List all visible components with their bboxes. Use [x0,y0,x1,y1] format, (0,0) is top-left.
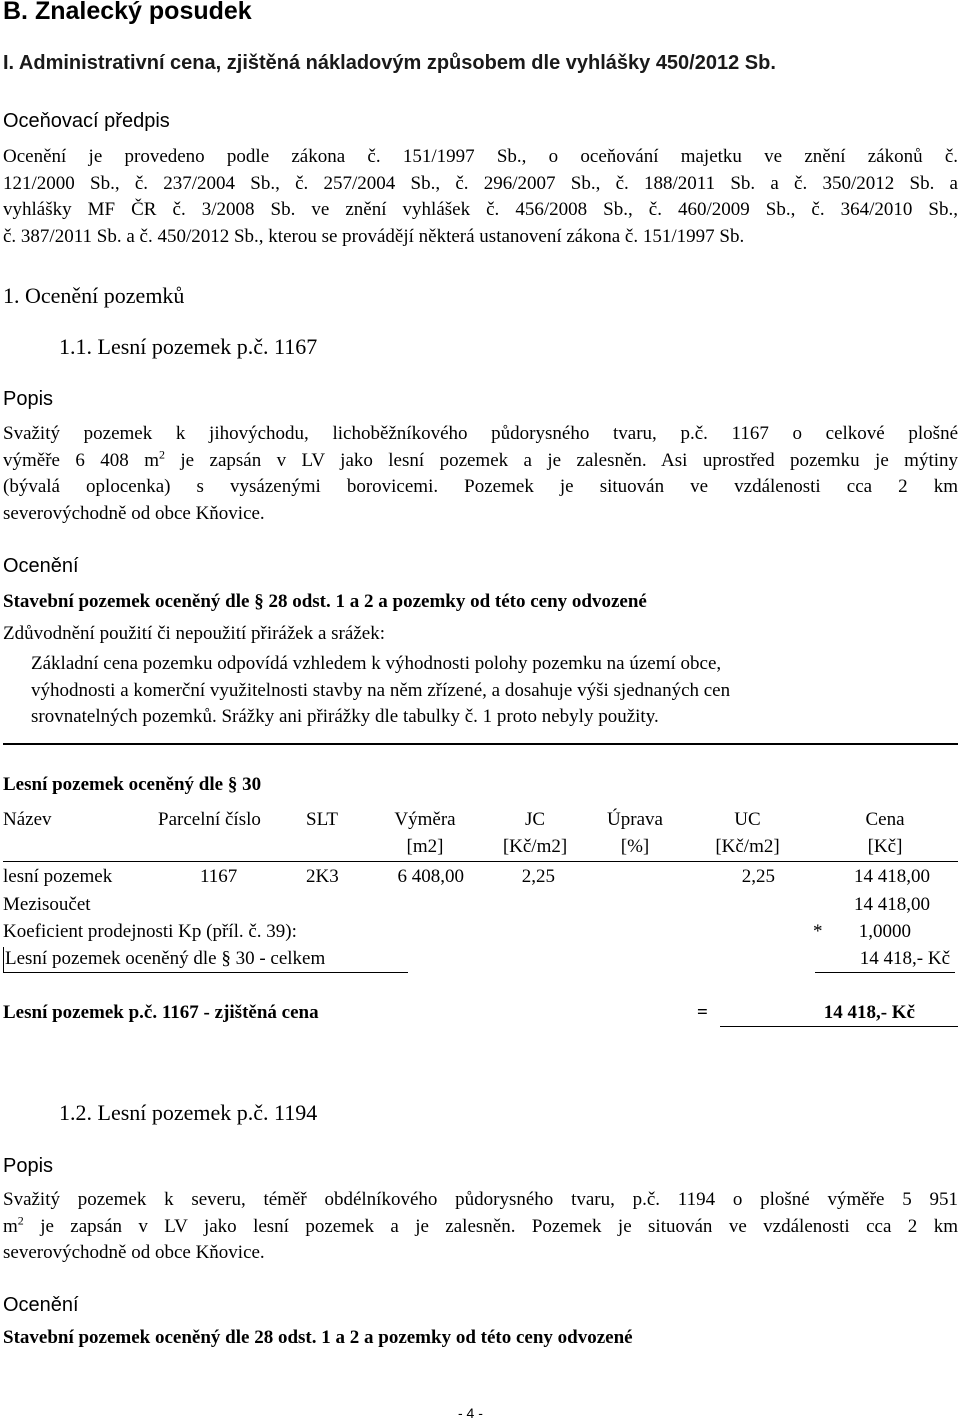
divider [3,743,958,745]
koeficient-operator: * [813,921,823,942]
col-header-jc-unit: [Kč/m2] [502,836,568,857]
celkem-rule-right [815,972,955,973]
cell-parcelni: 1167 [200,866,238,887]
col-header-uc: UC [734,809,761,830]
section-symbol-icon: § [254,591,264,612]
zjistena-cena-rule [720,1026,958,1027]
lot1-popis-line: výměře 6 408 $m^2$ je zapsán v LV jako lesní pozemek a je zalesněn. Asi uprostřed pozemku je mýtiny [3,447,958,471]
predpis-line: Ocenění je provedeno podle zákona č. 151/1997 Sb., o oceňování majetku ve znění zákonů č. [3,146,958,167]
lot2-popis-line: $m^2$ je zapsán v LV jako lesní pozemek a je zalesněn. Pozemek je situován ve vzdálenosti cca 2 km [3,1213,958,1237]
koeficient-value: 1,0000 [858,921,911,942]
col-header-cena: Cena [865,809,905,830]
lot2-stavebni-line: Stavební pozemek oceněný dle 28 odst. 1 a 2 a pozemky od této ceny odvozené [3,1327,633,1348]
lot2-popis-line: Svažitý pozemek k severu, téměř obdélníkového půdorysného tvaru, p.č. 1194 o plošné výměře 5 951 [3,1189,958,1210]
mezisoucet-value: 14 418,00 [854,894,930,915]
cell-uc: 2,25 [741,866,775,887]
lot1-popis-label: Popis [3,388,54,410]
predpis-line: 121/2000 Sb., č. 237/2004 Sb., č. 257/2004 Sb., č. 296/2007 Sb., č. 188/2011 Sb. a č. 350/2012 Sb. a [3,172,958,194]
cell-vymera: 6 408,00 [397,866,464,887]
predpis-line: vyhlášky MF ČR č. 3/2008 Sb. ve znění vyhlášek č. 456/2008 Sb., č. 460/2009 Sb., č. 364/2010 Sb., [3,199,958,220]
lot2-popis-label: Popis [3,1155,54,1177]
lot1-popis-line: (bývalá oplocenka) s vysázenými borovicemi. Pozemek je situován ve vzdálenosti cca 2 km [3,476,958,497]
col-header-vymera-unit: [m2] [406,836,444,857]
celkem-label: Lesní pozemek oceněný dle § 30 - celkem [5,948,326,969]
document-title: B. Znalecký posudek [3,0,252,25]
celkem-left-bar [3,947,4,972]
koeficient-label: Koeficient prodejnosti Kp (příl. č. 39): [3,921,297,942]
zduvodneni-label: Zdůvodnění použití či nepoužití přirážek a srážek: [3,623,385,644]
zduvodneni-paragraph [31,651,891,731]
lot1-oceneni-label: Ocenění [3,555,79,577]
col-header-jc: JC [524,809,546,830]
lesni-table-heading: Lesní pozemek oceněný dle § 30 [3,774,262,795]
zjistena-cena-equals: = [697,1002,708,1023]
page-number: - 4 - [458,1405,483,1421]
zduvodneni-line: Základní cena pozemku odpovídá vzhledem k výhodnosti polohy pozemku na území obce, [31,653,722,674]
cell-cena: 14 418,00 [854,866,930,887]
predpis-paragraph [3,144,958,250]
lot2-popis-paragraph [3,1187,958,1267]
zjistena-cena-value: 14 418,- Kč [823,1002,915,1023]
predpis-line: č. 387/2011 Sb. a č. 450/2012 Sb., kterou se provádějí některá ustanovení zákona č. 151/1997 Sb. [3,225,745,247]
zduvodneni-line: srovnatelných pozemků. Srážky ani přirážky dle tabulky č. 1 proto nebyly použity. [31,706,659,727]
col-header-nazev: Název [3,809,52,830]
section-symbol-icon: § [221,948,231,969]
predpis-heading: Oceňovací předpis [3,110,170,132]
section-heading: I. Administrativní cena, zjištěná nákladovým způsobem dle vyhlášky 450/2012 Sb. [3,52,776,74]
lot2-popis-line: severovýchodně od obce Kňovice. [3,1242,265,1263]
cell-slt: 2K3 [306,866,339,887]
lot1-heading: 1.1. Lesní pozemek p.č. 1167 [59,334,318,359]
cell-jc: 2,25 [521,866,555,887]
col-header-cena-unit: [Kč] [867,836,903,857]
col-header-vymera: Výměra [394,809,456,830]
celkem-rule-left [3,972,408,973]
pozemky-heading: 1. Ocenění pozemků [3,283,185,308]
section-symbol-icon: § [227,774,238,795]
lot1-stavebni-line: Stavební pozemek oceněný dle § 28 odst. 1 a 2 a pozemky od této ceny odvozené [3,591,647,612]
lot1-popis-paragraph [3,421,958,527]
col-header-parcelni: Parcelní číslo [158,809,261,830]
lot1-popis-line: severovýchodně od obce Kňovice. [3,502,265,524]
col-header-uprava-unit: [%] [620,836,650,857]
lot2-heading: 1.2. Lesní pozemek p.č. 1194 [59,1100,318,1125]
zduvodneni-line: výhodnosti a komerční využitelnosti stavby na něm zřízené, a dosahuje výši sjednaných cen [31,679,731,701]
col-header-uc-unit: [Kč/m2] [715,836,780,857]
celkem-value: 14 418,- Kč [859,948,950,969]
mezisoucet-label: Mezisoučet [3,894,91,915]
col-header-slt: SLT [306,809,339,830]
lot1-popis-line: Svažitý pozemek k jihovýchodu, lichoběžníkového půdorysného tvaru, p.č. 1167 o celkové plošné [3,423,958,444]
lot2-oceneni-label: Ocenění [3,1294,79,1316]
cell-nazev: lesní pozemek [3,866,113,887]
table-header-rule [3,861,958,862]
col-header-uprava: Úprava [607,809,663,830]
zjistena-cena-label: Lesní pozemek p.č. 1167 - zjištěná cena [3,1002,319,1023]
